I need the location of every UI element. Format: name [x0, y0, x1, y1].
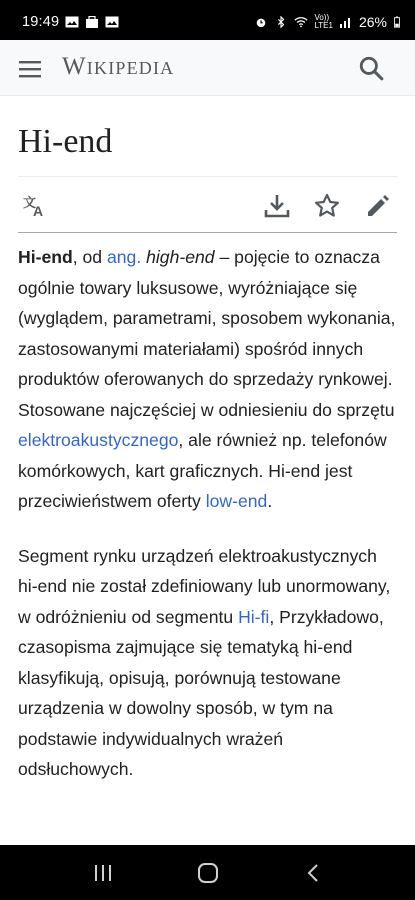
svg-text:A: A: [33, 203, 44, 219]
battery-percent: 26%: [358, 14, 387, 30]
text-span: Segment rynku urządzeń elektroakustycznych hi-end nie został zdefiniowany lub unormowany, w odróżnieniu od segmentu: [18, 545, 391, 627]
page-title: Hi-end: [18, 123, 113, 160]
system-navigation-bar: [0, 845, 415, 900]
wikipedia-logo[interactable]: Wikipedia: [62, 53, 175, 80]
text-span: .: [267, 491, 273, 511]
link-hi-fi[interactable]: Hi-fi: [238, 606, 270, 627]
link-ang[interactable]: ang.: [106, 247, 142, 267]
home-button[interactable]: [193, 858, 223, 888]
status-time: 19:49: [22, 14, 60, 30]
bold-term: Hi-end: [18, 247, 73, 267]
status-right: [254, 14, 401, 30]
italic-term: high-end: [146, 247, 215, 267]
home-icon: [197, 862, 219, 884]
paragraph-1: [18, 242, 398, 517]
hamburger-menu-icon[interactable]: [18, 57, 42, 81]
text-span: , Przykładowo, czasopisma zajmujące się tematyką hi-end klasyfikują, opisują, porównują testowane urządzenia w dowolny sposób, w tym na podstawie indywidualnych wrażeń odsłuchowych.: [18, 606, 384, 779]
download-icon[interactable]: [264, 193, 290, 219]
gallery-notification-icon: [65, 16, 79, 28]
alarm-icon: [254, 16, 268, 28]
article-content: [18, 242, 398, 809]
network-type-label: Vo)) LTE1: [314, 13, 333, 30]
top-header: [0, 40, 415, 96]
bag-notification-icon: [85, 16, 99, 28]
recent-apps-icon: [93, 864, 113, 882]
page-actions: [0, 177, 415, 233]
pencil-icon[interactable]: [365, 193, 391, 219]
svg-text:文: 文: [23, 195, 37, 210]
bluetooth-icon: [274, 16, 288, 28]
link-elektroakustycznego[interactable]: elektroakustycznego: [18, 430, 179, 450]
star-icon[interactable]: [314, 193, 340, 219]
battery-icon: [393, 16, 401, 28]
search-icon[interactable]: [358, 55, 384, 81]
signal-icon: [339, 16, 353, 28]
text-span: , od: [72, 247, 107, 267]
text-span: , ale również np. telefonów komórkowych, kart graficznych. Hi-end jest przeciwieństwem oferty: [18, 430, 387, 511]
back-button[interactable]: [298, 858, 328, 888]
recent-apps-button[interactable]: [88, 858, 118, 888]
wifi-icon: [294, 16, 308, 28]
text-span: – pojęcie to oznacza ogólnie towary luksusowe, wyróżniające się (wyglądem, parametrami, sposobem wykonania, zastosowanymi materiałami) spośród innych produktów oferowanych do sprzedaży rynkowej. Stosowane najczęściej w odniesieniu do sprzętu: [18, 247, 396, 420]
status-left: [22, 14, 119, 30]
gallery-notification-icon-2: [105, 16, 119, 28]
paragraph-2: [18, 541, 398, 785]
language-icon[interactable]: [22, 193, 48, 219]
actions-divider: [18, 232, 397, 233]
back-icon: [306, 863, 320, 883]
link-low-end[interactable]: low-end: [205, 491, 268, 511]
status-bar: [0, 0, 415, 44]
